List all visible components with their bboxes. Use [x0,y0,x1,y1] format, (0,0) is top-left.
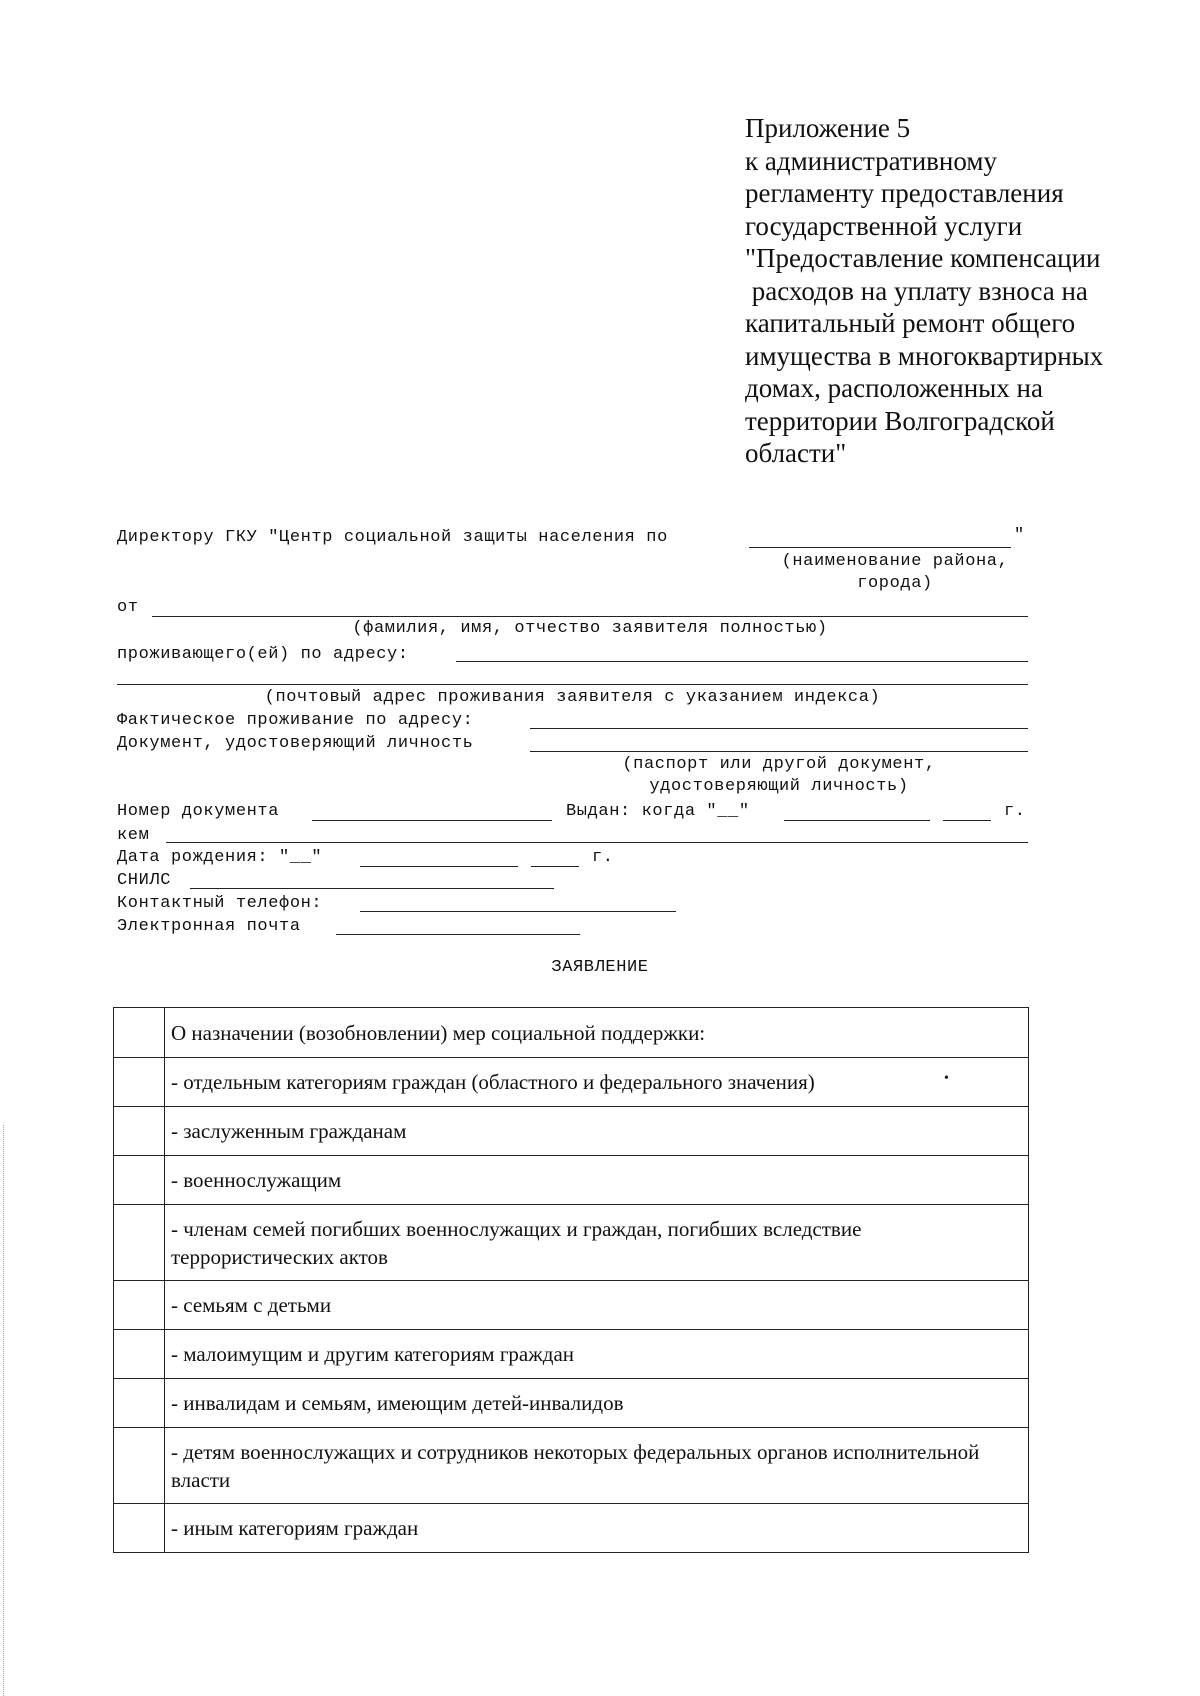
statement-title: ЗАЯВЛЕНИЕ [551,958,649,977]
issued-year-suffix: г. [1004,802,1026,821]
doc-number-field[interactable] [312,820,552,821]
birth-date-field[interactable] [360,866,518,867]
actual-address-field[interactable] [530,728,1028,729]
scan-margin-artifact [3,1125,4,1696]
appendix-line: области" [745,438,847,468]
email-field[interactable] [336,934,580,935]
table-row [114,1428,1029,1504]
table-row [114,1504,1029,1553]
id-doc-field[interactable] [530,751,1028,752]
district-hint: (наименование района, [781,552,1009,571]
id-doc-hint: (паспорт или другой документ, [622,755,936,774]
snils-field[interactable] [190,888,554,889]
director-quote-close: " [1014,526,1025,545]
checkbox-cell[interactable] [114,1330,165,1379]
measure-label: - малоимущим и другим категориям граждан [165,1330,1029,1379]
table-row [114,1379,1029,1428]
scan-speck: • [944,1071,949,1086]
appendix-line: государственной услуги [745,210,1023,241]
fio-hint: (фамилия, имя, отчество заявителя полностью) [352,619,828,638]
id-doc-label: Документ, удостоверяющий личность [117,734,474,753]
appendix-line: имущества в многоквартирных [745,340,1104,371]
director-label: Директору ГКУ "Центр социальной защиты населения по [117,528,668,547]
residing-label: проживающего(ей) по адресу: [117,645,409,664]
id-doc-hint: удостоверяющий личность) [649,777,909,796]
birth-year-suffix: г. [592,848,614,867]
measure-label: - иным категориям граждан [165,1504,1029,1553]
snils-label: СНИЛС [117,871,172,890]
actual-address-label: Фактическое проживание по адресу: [117,711,474,730]
appendix-header [745,112,1175,470]
birth-date-label: Дата рождения: "__" [117,848,323,867]
measure-label: - заслуженным гражданам [165,1107,1029,1156]
fio-field[interactable] [152,616,1028,617]
birth-year-field[interactable] [531,866,579,867]
measure-label: - семьям с детьми [165,1281,1029,1330]
appendix-line: "Предоставление компенсации [745,243,1101,273]
district-hint: города) [857,574,933,593]
table-row [114,1058,1029,1107]
appendix-line: Приложение 5 [745,113,911,143]
table-row [114,1156,1029,1205]
checkbox-cell[interactable] [114,1107,165,1156]
appendix-line: территории Волгоградской [745,405,1055,436]
district-field[interactable] [749,547,1011,548]
checkbox-cell[interactable] [114,1156,165,1205]
measure-label: - отдельным категориям граждан (областного и федерального значения) [165,1058,1029,1107]
table-row [114,1107,1029,1156]
by-whom-field[interactable] [166,842,1028,843]
email-label: Электронная почта [117,917,301,936]
measure-label: - военнослужащим [165,1156,1029,1205]
measure-label: - детям военнослужащих и сотрудников некоторых федеральных органов исполнительной власти [165,1428,1029,1504]
checkbox-cell[interactable] [114,1379,165,1428]
table-row [114,1008,1029,1058]
appendix-line: капитальный ремонт общего [745,308,1076,338]
issued-year-field[interactable] [943,820,991,821]
checkbox-cell[interactable] [114,1281,165,1330]
measure-label: О назначении (возобновлении) мер социальной поддержки: [165,1008,1029,1058]
table-row [114,1281,1029,1330]
issued-date-field[interactable] [784,820,930,821]
address-field[interactable] [456,661,1028,662]
measure-label: - членам семей погибших военнослужащих и граждан, погибших вследствие террористических актов [165,1205,1029,1281]
from-label: от [117,598,139,617]
checkbox-cell[interactable] [114,1205,165,1281]
table-row [114,1330,1029,1379]
checkbox-cell[interactable] [114,1428,165,1504]
doc-number-label: Номер документа [117,802,280,821]
phone-field[interactable] [360,911,676,912]
measure-label: - инвалидам и семьям, имеющим детей-инвалидов [165,1379,1029,1428]
address-field-line2[interactable] [117,684,1028,685]
table-row [114,1205,1029,1281]
postal-hint: (почтовый адрес проживания заявителя с указанием индекса) [264,688,881,707]
checkbox-cell[interactable] [114,1058,165,1107]
measures-table [113,1007,1029,1553]
appendix-line: к административному [745,145,997,176]
phone-label: Контактный телефон: [117,894,323,913]
checkbox-cell[interactable] [114,1504,165,1553]
by-whom-label: кем [117,826,150,845]
issued-label: Выдан: когда "__" [566,802,750,821]
appendix-line: регламенту предоставления [745,178,1064,208]
appendix-line: домах, расположенных на [745,373,1043,403]
appendix-line: расходов на уплату взноса на [745,275,1088,306]
checkbox-cell[interactable] [114,1008,165,1058]
